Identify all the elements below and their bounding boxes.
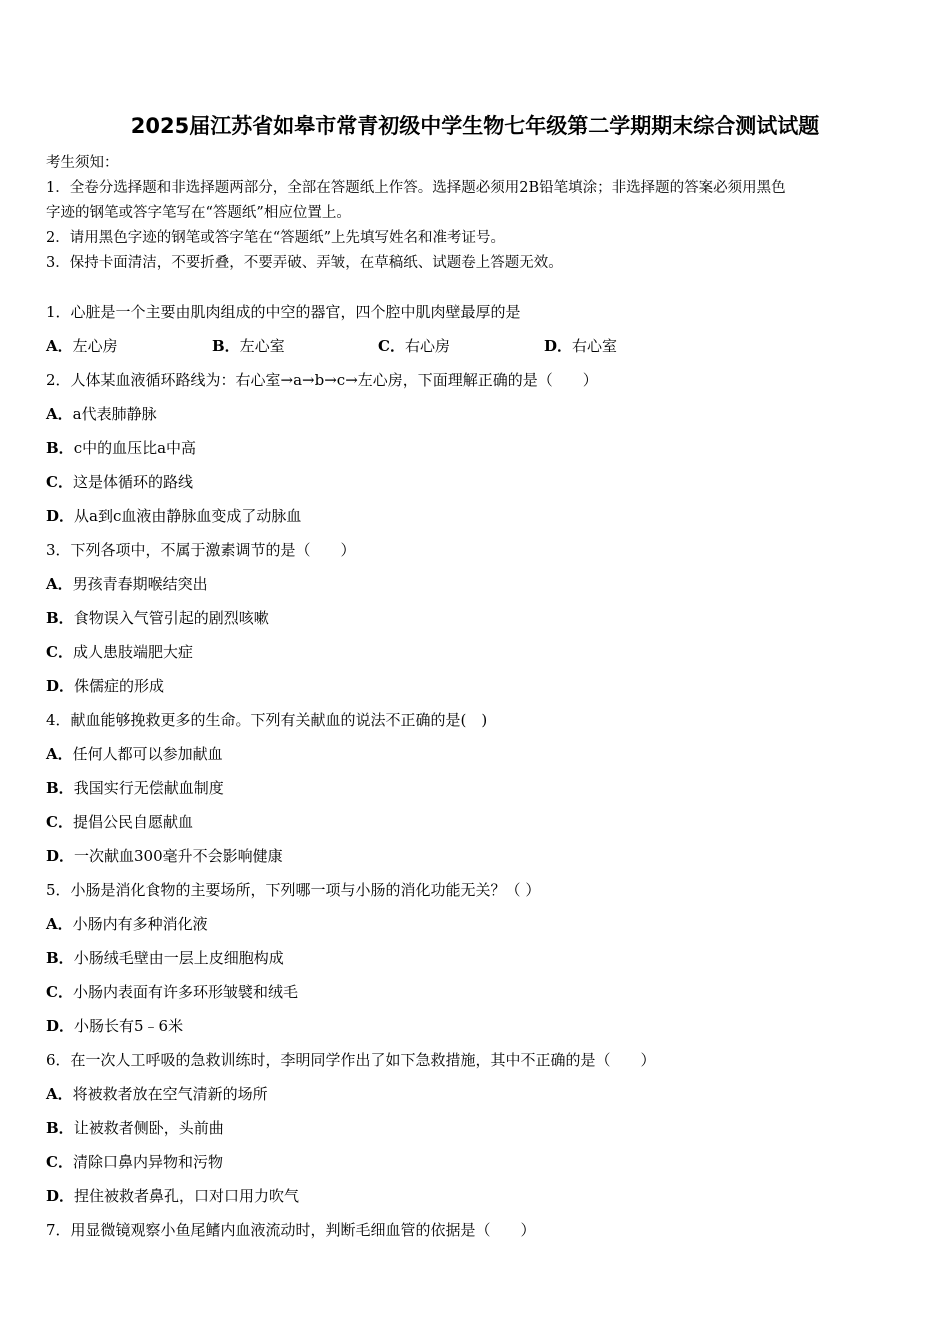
option-item xyxy=(46,671,906,705)
option-text: 让被救者侧卧，头前曲 xyxy=(73,1119,224,1137)
notice-heading: 考生须知： xyxy=(46,155,119,171)
option-item xyxy=(46,841,906,875)
option-item xyxy=(46,603,906,637)
option-text: 清除口鼻内异物和污物 xyxy=(72,1153,223,1171)
option-item xyxy=(46,1181,906,1215)
option-item xyxy=(46,331,212,365)
option-item xyxy=(46,909,906,943)
option-text: 从a到c血液由静脉血变成了动脉血 xyxy=(74,507,302,525)
option-text: 这是体循环的路线 xyxy=(72,473,193,491)
option-item xyxy=(46,467,906,501)
option-letter: B． xyxy=(46,779,74,797)
option-text: 左心室 xyxy=(239,337,285,355)
option-item xyxy=(46,773,906,807)
option-item xyxy=(212,331,378,365)
question-stem: 5．小肠是消化食物的主要场所，下列哪一项与小肠的消化功能无关？（ ） xyxy=(46,881,541,899)
exam-notice xyxy=(46,151,906,276)
option-letter: D． xyxy=(46,1187,75,1205)
question-stem: 4．献血能够挽救更多的生命。下列有关献血的说法不正确的是( ) xyxy=(46,711,488,729)
option-letter: D． xyxy=(544,337,573,355)
option-letter: B． xyxy=(46,1119,74,1137)
notice-line: 字迹的钢笔或答字笔写在“答题纸”相应位置上。 xyxy=(46,205,351,221)
option-letter: A． xyxy=(46,337,73,355)
option-letter: C． xyxy=(46,983,73,1001)
option-letter: A． xyxy=(46,915,73,933)
option-text: 一次献血300毫升不会影响健康 xyxy=(74,847,283,865)
option-letter: D． xyxy=(46,1017,75,1035)
option-letter: B． xyxy=(212,337,240,355)
option-text: 男孩青春期喉结突出 xyxy=(72,575,208,593)
question-stem: 3．下列各项中，不属于激素调节的是（ ） xyxy=(46,541,356,559)
option-item xyxy=(46,637,906,671)
option-text: 我国实行无偿献血制度 xyxy=(73,779,224,797)
option-item xyxy=(46,1011,906,1045)
option-item xyxy=(544,331,710,365)
option-item xyxy=(46,977,906,1011)
option-item xyxy=(46,807,906,841)
option-letter: A． xyxy=(46,1085,73,1103)
option-text: 侏儒症的形成 xyxy=(74,677,165,695)
notice-line: 1．全卷分选择题和非选择题两部分，全部在答题纸上作答。选择题必须用2B铅笔填涂；非选择题的答案必须用黑色 xyxy=(46,180,786,196)
option-text: 小肠长有5﹣6米 xyxy=(74,1017,184,1035)
option-row xyxy=(46,331,906,365)
page-title: 2025届江苏省如皋市常青初级中学生物七年级第二学期期末综合测试试题 xyxy=(130,114,820,138)
option-text: 任何人都可以参加献血 xyxy=(72,745,223,763)
option-text: 提倡公民自愿献血 xyxy=(72,813,193,831)
option-text: 将被救者放在空气清新的场所 xyxy=(72,1085,268,1103)
question-stem: 1．心脏是一个主要由肌肉组成的中空的器官，四个腔中肌肉壁最厚的是 xyxy=(46,303,521,321)
option-text: 捏住被救者鼻孔，口对口用力吹气 xyxy=(74,1187,300,1205)
option-letter: A． xyxy=(46,575,73,593)
question-stem: 6．在一次人工呼吸的急救训练时，李明同学作出了如下急救措施，其中不正确的是（ ） xyxy=(46,1051,656,1069)
option-letter: A． xyxy=(46,745,73,763)
notice-line: 2．请用黑色字迹的钢笔或答字笔在“答题纸”上先填写姓名和准考证号。 xyxy=(46,230,506,246)
option-letter: C． xyxy=(46,813,73,831)
option-item xyxy=(46,943,906,977)
option-letter: C． xyxy=(46,1153,73,1171)
option-text: 右心房 xyxy=(404,337,450,355)
option-text: c中的血压比a中高 xyxy=(73,439,197,457)
option-text: 小肠内表面有许多环形皱襞和绒毛 xyxy=(72,983,298,1001)
option-letter: B． xyxy=(46,439,74,457)
option-item xyxy=(46,739,906,773)
question-list xyxy=(46,297,906,1249)
option-letter: C． xyxy=(378,337,405,355)
option-item xyxy=(46,569,906,603)
option-item xyxy=(46,433,906,467)
option-text: 小肠内有多种消化液 xyxy=(72,915,208,933)
option-item xyxy=(378,331,544,365)
option-item xyxy=(46,1147,906,1181)
option-text: 左心房 xyxy=(72,337,118,355)
option-text: 成人患肢端肥大症 xyxy=(72,643,193,661)
option-text: a代表肺静脉 xyxy=(72,405,157,423)
option-item xyxy=(46,501,906,535)
question-stem: 2．人体某血液循环路线为：右心室→a→b→c→左心房，下面理解正确的是（ ） xyxy=(46,371,598,389)
option-item xyxy=(46,399,906,433)
option-text: 小肠绒毛壁由一层上皮细胞构成 xyxy=(73,949,284,967)
option-letter: D． xyxy=(46,507,75,525)
option-letter: A． xyxy=(46,405,73,423)
option-item xyxy=(46,1113,906,1147)
option-letter: D． xyxy=(46,847,75,865)
option-letter: C． xyxy=(46,643,73,661)
notice-line: 3．保持卡面清洁，不要折叠，不要弄破、弄皱，在草稿纸、试题卷上答题无效。 xyxy=(46,255,563,271)
option-item xyxy=(46,1079,906,1113)
question-stem: 7．用显微镜观察小鱼尾鳍内血液流动时，判断毛细血管的依据是（ ） xyxy=(46,1221,536,1239)
option-letter: B． xyxy=(46,949,74,967)
option-text: 右心室 xyxy=(572,337,618,355)
option-letter: D． xyxy=(46,677,75,695)
option-letter: B． xyxy=(46,609,74,627)
option-text: 食物误入气管引起的剧烈咳嗽 xyxy=(73,609,269,627)
option-letter: C． xyxy=(46,473,73,491)
